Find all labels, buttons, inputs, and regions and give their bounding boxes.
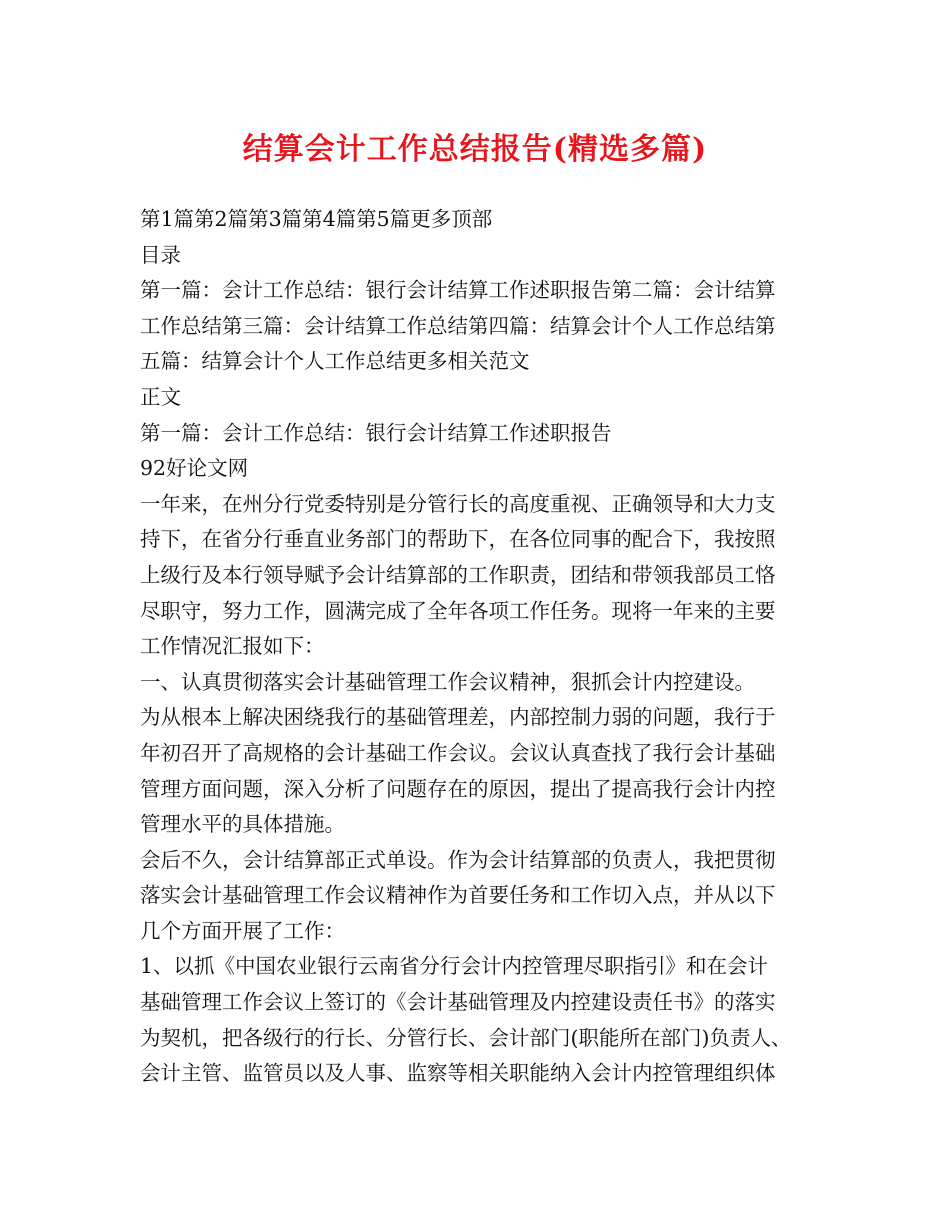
text-line: 会后不久，会计结算部正式单设。作为会计结算部的负责人，我把贯彻	[140, 847, 776, 872]
text-line: 1、以抓《中国农业银行云南省分行会计内控管理尽职指引》和在会计	[140, 954, 769, 979]
document-title: 结算会计工作总结报告(精选多篇)	[242, 132, 708, 167]
text-line: 上级行及本行领导赋予会计结算部的工作职责，团结和带领我部员工恪	[140, 562, 776, 587]
text-line: 为契机，把各级行的行长、分管行长、会计部门(职能所在部门)负责人、	[140, 1025, 792, 1050]
text-line: 会计主管、监管员以及人事、监察等相关职能纳入会计内控管理组织体	[140, 1061, 776, 1086]
text-line: 目录	[140, 242, 181, 267]
text-line: 第一篇：会计工作总结：银行会计结算工作述职报告第二篇：会计结算	[140, 278, 776, 303]
text-line: 一、认真贯彻落实会计基础管理工作会议精神，狠抓会计内控建设。	[140, 669, 755, 694]
text-line: 几个方面开展了工作：	[140, 918, 345, 943]
text-line: 正文	[140, 384, 181, 409]
text-line: 第1篇第2篇第3篇第4篇第5篇更多顶部	[140, 207, 493, 231]
text-line: 五篇：结算会计个人工作总结更多相关范文	[140, 349, 530, 374]
text-line: 管理水平的具体措施。	[140, 812, 345, 837]
text-line: 一年来，在州分行党委特别是分管行长的高度重视、正确领导和大力支	[140, 491, 776, 516]
text-line: 尽职守，努力工作，圆满完成了全年各项工作任务。现将一年来的主要	[140, 598, 776, 623]
text-line: 落实会计基础管理工作会议精神作为首要任务和工作切入点，并从以下	[140, 883, 776, 908]
text-line: 为从根本上解决困绕我行的基础管理差，内部控制力弱的问题，我行于	[140, 705, 776, 730]
text-line: 第一篇：会计工作总结：银行会计结算工作述职报告	[140, 420, 612, 445]
text-line: 持下，在省分行垂直业务部门的帮助下，在各位同事的配合下，我按照	[140, 527, 776, 552]
text-line: 工作情况汇报如下：	[140, 634, 325, 659]
text-line: 年初召开了高规格的会计基础工作会议。会议认真查找了我行会计基础	[140, 740, 776, 765]
text-line: 基础管理工作会议上签订的《会计基础管理及内控建设责任书》的落实	[140, 990, 776, 1015]
text-line: 管理方面问题，深入分析了问题存在的原因，提出了提高我行会计内控	[140, 776, 776, 801]
document-body	[140, 202, 820, 1092]
text-line: 92好论文网	[140, 456, 249, 481]
text-line: 工作总结第三篇：会计结算工作总结第四篇：结算会计个人工作总结第	[140, 313, 776, 338]
